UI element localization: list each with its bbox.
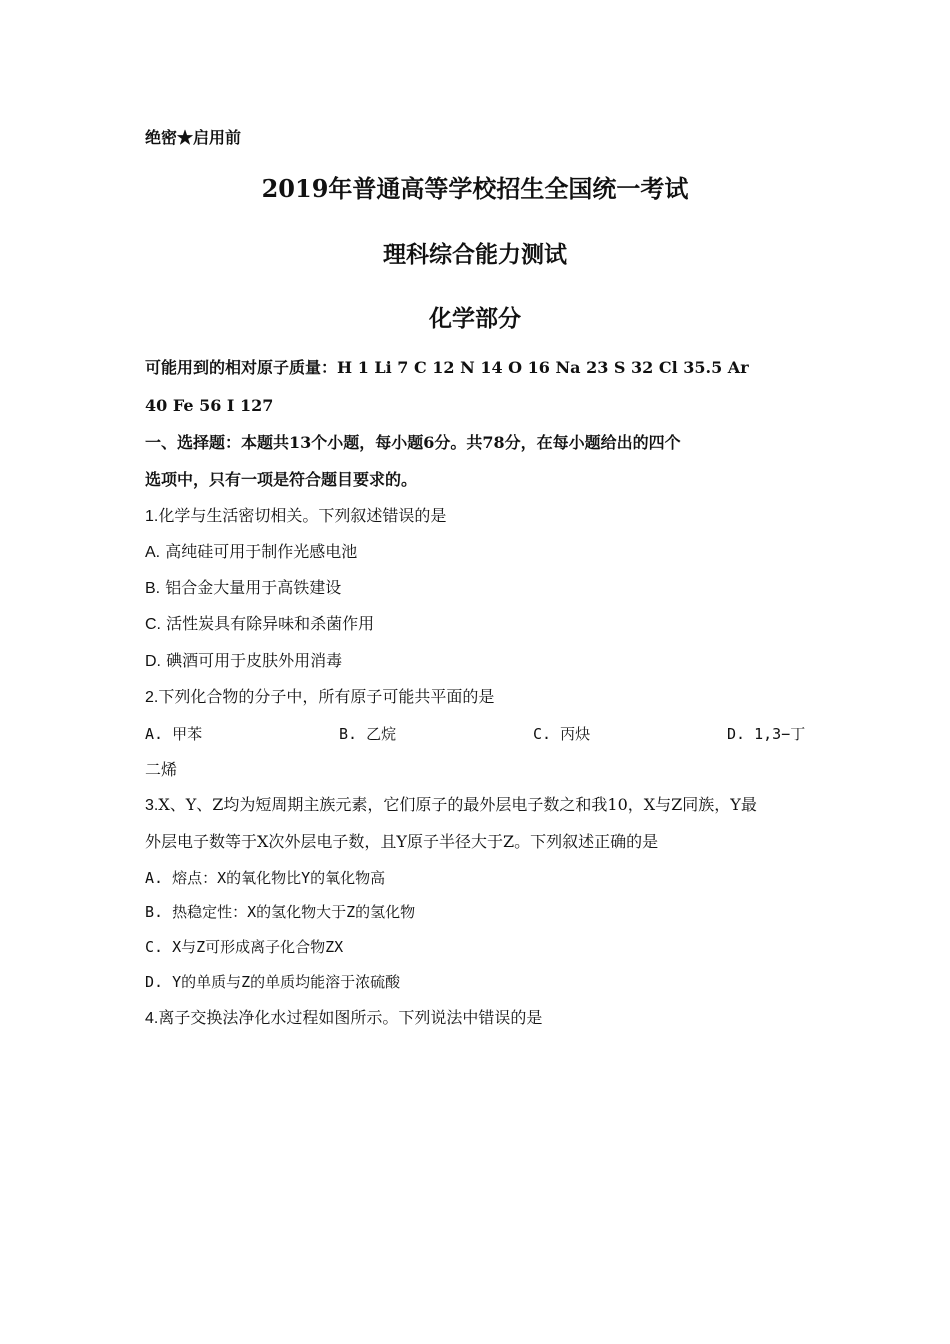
question-2-option-a: A. 甲苯	[145, 725, 203, 743]
exam-title: 2019年普通高等学校招生全国统一考试	[261, 174, 689, 203]
question-3-option-d: D. Y的单质与Z的单质均能溶于浓硫酸	[145, 973, 401, 991]
question-1-option-b	[145, 578, 341, 599]
question-text: 化学与生活密切相关。下列叙述错误的是	[158, 506, 447, 525]
question-4-stem	[145, 1008, 542, 1029]
question-1-option-a	[145, 542, 357, 563]
atomic-mass-line-2: 40 Fe 56 I 127	[145, 396, 274, 415]
question-2-option-d-continued: 二烯	[145, 760, 178, 779]
question-3-option-c: C. X与Z可形成离子化合物ZX	[145, 938, 344, 956]
question-text: X、Y、Z均为短周期主族元素，它们原子的最外层电子数之和我10，X与Z同族，Y最	[158, 795, 757, 814]
option-label: A.	[145, 544, 161, 561]
option-text: 活性炭具有除异味和杀菌作用	[166, 614, 375, 633]
instructions-line-2: 选项中，只有一项是符合题目要求的。	[145, 470, 418, 489]
question-1-option-c	[145, 614, 374, 635]
question-2-option-d: D. 1,3−丁	[727, 725, 806, 743]
option-text: 高纯硅可用于制作光感电池	[165, 542, 358, 561]
atomic-mass-line-1: 可能用到的相对原子质量：H 1 Li 7 C 12 N 14 O 16 Na 23 S 32 Cl 35.5 Ar	[145, 358, 749, 377]
question-1-option-d	[145, 651, 342, 672]
question-2-option-b: B. 乙烷	[339, 725, 397, 743]
question-number: 4.	[145, 1010, 159, 1027]
option-label: C.	[145, 616, 161, 633]
question-number: 2.	[145, 689, 159, 706]
instructions-line-1: 一、选择题：本题共13个小题，每小题6分。共78分，在每小题给出的四个	[145, 433, 681, 452]
question-3-stem-line-1	[145, 795, 757, 816]
question-text: 离子交换法净化水过程如图所示。下列说法中错误的是	[158, 1008, 543, 1027]
option-text: 碘酒可用于皮肤外用消毒	[166, 651, 343, 670]
question-number: 1.	[145, 508, 159, 525]
question-2-option-c: C. 丙炔	[533, 725, 591, 743]
question-number: 3.	[145, 797, 159, 814]
question-3-option-b: B. 热稳定性：X的氢化物大于Z的氢化物	[145, 903, 416, 921]
question-1-stem	[145, 506, 446, 527]
question-text: 下列化合物的分子中，所有原子可能共平面的是	[158, 687, 495, 706]
option-text: 铝合金大量用于高铁建设	[165, 578, 342, 597]
option-label: D.	[145, 653, 161, 670]
confidential-label: 绝密★启用前	[145, 128, 242, 147]
exam-subtitle: 理科综合能力测试	[383, 241, 567, 268]
question-3-option-a: A. 熔点：X的氧化物比Y的氧化物高	[145, 869, 386, 887]
section-title: 化学部分	[429, 305, 521, 332]
option-label: B.	[145, 580, 161, 597]
question-3-stem-line-2: 外层电子数等于X次外层电子数，且Y原子半径大于Z。下列叙述正确的是	[145, 832, 659, 851]
question-2-stem	[145, 687, 494, 708]
